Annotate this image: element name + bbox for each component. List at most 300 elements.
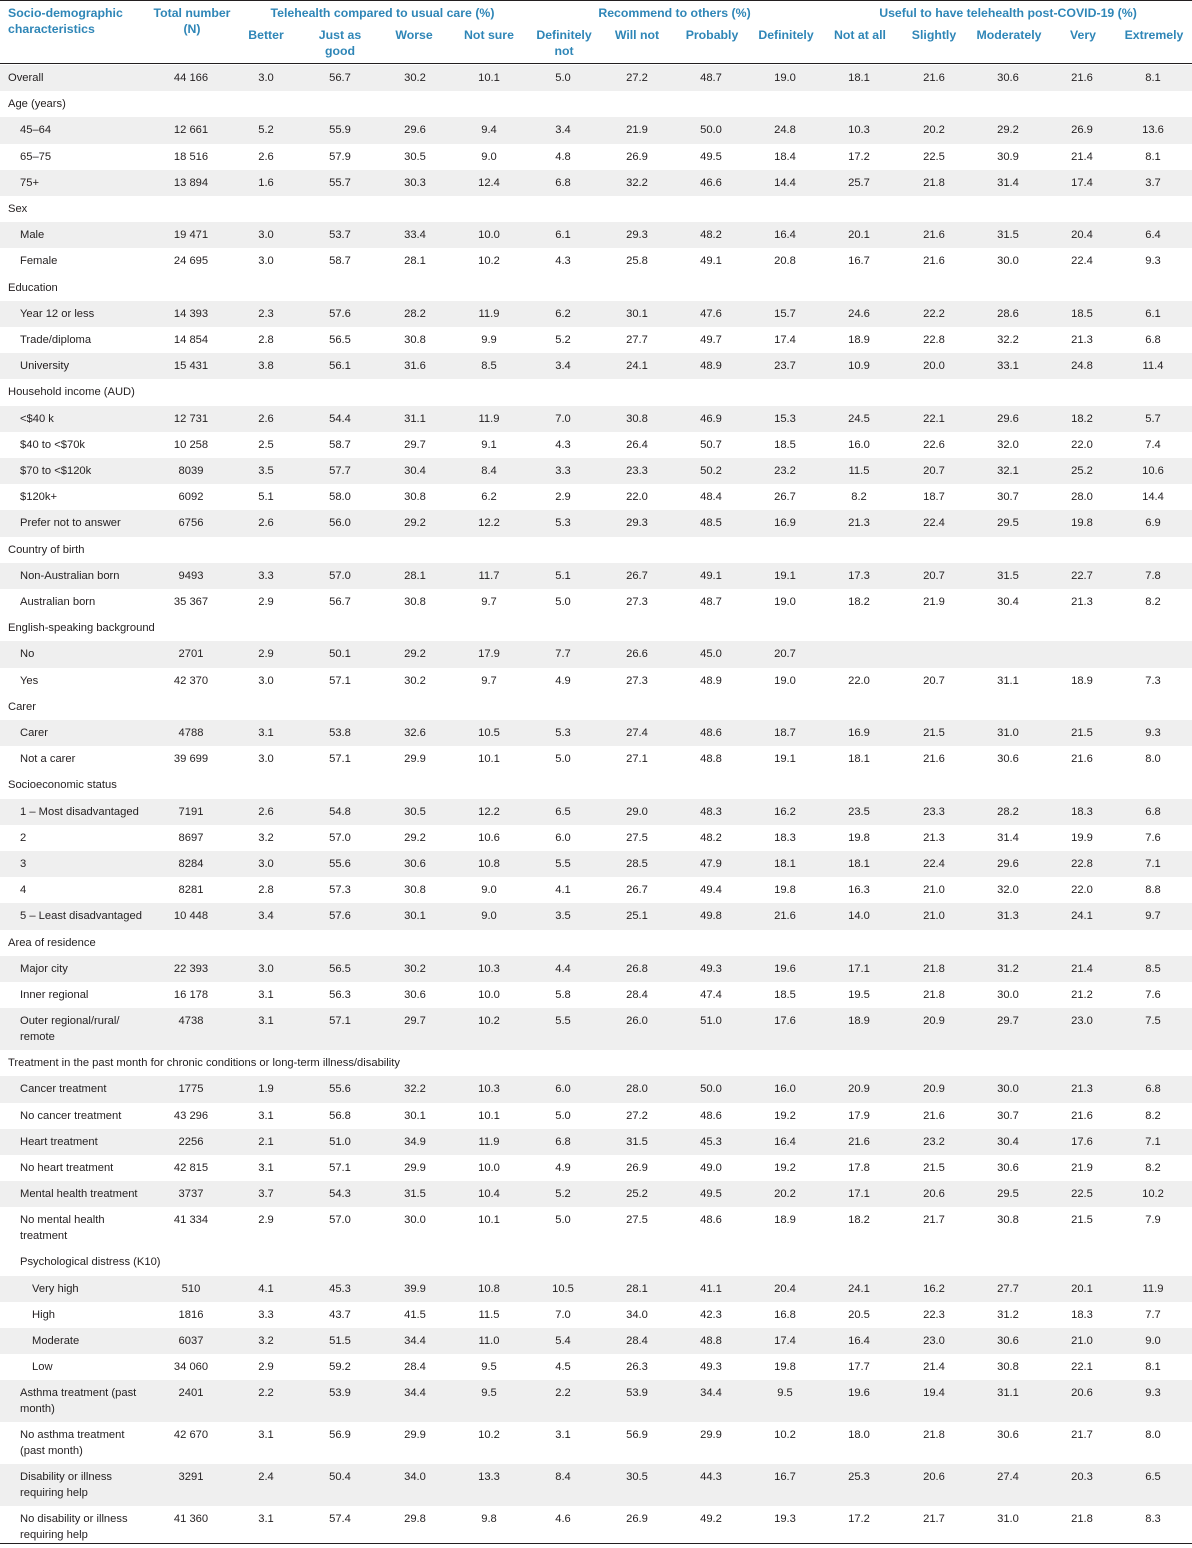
value-cell: 41.5 <box>404 1308 426 1321</box>
row-label: Carer <box>20 727 48 739</box>
value-cell: 28.1 <box>404 569 426 582</box>
value-cell: 2.2 <box>555 1387 571 1400</box>
value-cell: 47.9 <box>700 858 722 870</box>
col-header-definitely-not: Definitely not <box>536 28 592 58</box>
value-cell: 2.6 <box>258 150 274 163</box>
row-label: Not a carer <box>20 753 76 766</box>
section-label: Psychological distress (K10) <box>20 1256 161 1269</box>
row-label: Non-Australian born <box>20 569 120 582</box>
value-cell: 5.2 <box>258 124 274 137</box>
value-cell: 31.5 <box>997 569 1019 582</box>
value-cell: 19.0 <box>774 72 796 84</box>
value-cell: 2.9 <box>258 1361 274 1374</box>
value-cell: 10.2 <box>478 255 500 268</box>
value-cell: 34.4 <box>404 1335 426 1347</box>
value-cell: 30.7 <box>997 1109 1019 1122</box>
value-cell: 27.1 <box>626 753 648 766</box>
value-cell: 7.3 <box>1145 674 1161 687</box>
value-cell: 9.5 <box>481 1361 497 1374</box>
value-cell: 29.2 <box>997 124 1019 137</box>
value-cell: 20.1 <box>848 229 870 242</box>
value-cell: 50.7 <box>700 438 722 451</box>
total-cell: 22 393 <box>173 962 209 975</box>
value-cell: 10.4 <box>478 1188 500 1201</box>
value-cell: 32.0 <box>997 438 1019 451</box>
value-cell: 39.9 <box>404 1282 426 1295</box>
table-section-row <box>0 275 1192 301</box>
value-cell: 20.3 <box>1071 1471 1093 1484</box>
value-cell: 7.1 <box>1145 1135 1161 1148</box>
table-row <box>0 1129 1192 1155</box>
value-cell: 29.5 <box>997 1188 1019 1201</box>
total-cell: 14 393 <box>173 307 209 320</box>
value-cell: 8.4 <box>481 465 497 477</box>
value-cell: 16.7 <box>774 1471 796 1484</box>
value-cell: 19.0 <box>774 596 796 608</box>
value-cell: 47.4 <box>700 989 722 1001</box>
value-cell: 57.9 <box>329 150 351 163</box>
table-row <box>0 406 1192 432</box>
value-cell: 9.1 <box>481 438 497 451</box>
value-cell: 16.4 <box>774 229 796 242</box>
value-cell: 16.9 <box>848 727 870 739</box>
value-cell: 10.9 <box>848 360 870 373</box>
value-cell: 10.8 <box>478 1282 500 1295</box>
value-cell: 7.6 <box>1145 831 1161 844</box>
value-cell: 12.2 <box>478 805 500 818</box>
total-cell: 35 367 <box>173 596 209 608</box>
table-row <box>0 301 1192 327</box>
table-section-row <box>0 930 1192 956</box>
value-cell: 11.5 <box>478 1308 500 1321</box>
value-cell: 18.9 <box>848 1015 870 1028</box>
value-cell: 22.0 <box>626 491 648 504</box>
value-cell: 2.3 <box>258 307 274 320</box>
value-cell: 17.2 <box>848 1513 870 1526</box>
value-cell: 20.4 <box>1071 229 1093 242</box>
value-cell: 21.0 <box>923 884 945 897</box>
table-row <box>0 170 1192 196</box>
value-cell: 10.3 <box>848 124 870 137</box>
value-cell: 49.0 <box>700 1162 722 1174</box>
value-cell: 49.7 <box>700 334 722 346</box>
value-cell: 19.5 <box>848 989 870 1001</box>
row-label: 5 – Least disadvantaged <box>20 910 142 923</box>
value-cell: 6.8 <box>1145 805 1161 818</box>
total-cell: 16 178 <box>173 989 209 1001</box>
value-cell: 7.4 <box>1145 438 1161 451</box>
value-cell: 4.4 <box>555 962 571 975</box>
value-cell: 19.1 <box>774 569 796 582</box>
value-cell: 10.2 <box>774 1429 796 1442</box>
row-label: $70 to <$120k <box>20 465 92 477</box>
value-cell: 21.0 <box>1071 1335 1093 1347</box>
value-cell: 2.9 <box>258 596 274 608</box>
value-cell: 30.6 <box>997 753 1019 766</box>
group-header-useful: Useful to have telehealth post-COVID-19 (%) <box>879 6 1137 20</box>
value-cell: 21.8 <box>1071 1513 1093 1526</box>
row-label: Male <box>20 229 45 242</box>
value-cell: 30.5 <box>626 1471 648 1484</box>
row-label: Prefer not to answer <box>20 517 121 530</box>
value-cell: 46.6 <box>700 176 722 189</box>
value-cell: 29.8 <box>404 1513 426 1526</box>
value-cell: 10.0 <box>478 1162 500 1174</box>
value-cell: 28.4 <box>404 1361 426 1374</box>
row-label: 45–64 <box>20 124 52 137</box>
value-cell: 32.1 <box>997 465 1019 477</box>
value-cell: 30.8 <box>626 412 648 425</box>
value-cell: 18.9 <box>1071 674 1093 687</box>
value-cell: 53.8 <box>329 727 351 739</box>
value-cell: 21.7 <box>923 1513 945 1526</box>
value-cell: 22.1 <box>923 412 945 425</box>
value-cell: 30.0 <box>997 989 1019 1001</box>
value-cell: 31.5 <box>626 1135 648 1148</box>
value-cell: 30.6 <box>404 858 426 870</box>
value-cell: 7.6 <box>1145 989 1161 1001</box>
value-cell: 8.5 <box>481 360 497 373</box>
value-cell: 43.7 <box>329 1308 351 1321</box>
table-row <box>0 903 1192 929</box>
table-row <box>0 1380 1192 1422</box>
table-row <box>0 510 1192 536</box>
value-cell: 10.3 <box>478 962 500 975</box>
value-cell: 9.7 <box>1145 910 1161 923</box>
value-cell: 5.7 <box>1145 412 1161 425</box>
row-label: 4 <box>20 884 27 897</box>
value-cell: 55.9 <box>329 124 351 137</box>
value-cell: 23.5 <box>848 805 870 818</box>
value-cell: 21.3 <box>1071 334 1093 346</box>
value-cell: 16.4 <box>774 1135 796 1148</box>
value-cell: 30.1 <box>404 910 426 923</box>
col-header-slightly: Slightly <box>911 28 957 42</box>
total-cell: 42 815 <box>173 1162 209 1174</box>
value-cell: 9.7 <box>481 596 497 608</box>
value-cell: 3.1 <box>258 1429 274 1442</box>
row-label: No asthma treatment (past month) <box>20 1429 125 1458</box>
value-cell: 30.6 <box>997 1429 1019 1442</box>
table-row <box>0 1155 1192 1181</box>
value-cell: 57.1 <box>329 674 351 687</box>
value-cell: 57.4 <box>329 1513 351 1526</box>
value-cell: 24.1 <box>626 360 648 373</box>
value-cell: 57.3 <box>329 884 351 897</box>
value-cell: 33.4 <box>404 229 426 242</box>
value-cell: 6.8 <box>555 1135 571 1148</box>
value-cell: 13.3 <box>478 1471 500 1484</box>
value-cell: 3.0 <box>258 962 274 975</box>
value-cell: 29.9 <box>404 753 426 766</box>
value-cell: 57.1 <box>329 1015 351 1028</box>
value-cell: 19.2 <box>774 1109 796 1122</box>
value-cell: 29.0 <box>626 805 648 818</box>
value-cell: 11.7 <box>478 569 500 582</box>
section-label: Household income (AUD) <box>8 386 135 399</box>
value-cell: 29.7 <box>404 438 426 451</box>
value-cell: 18.7 <box>774 727 796 739</box>
table-row <box>0 1076 1192 1102</box>
value-cell: 18.7 <box>923 491 945 504</box>
value-cell: 57.7 <box>329 465 351 477</box>
col-header-not-sure: Not sure <box>464 28 514 42</box>
value-cell: 18.3 <box>1071 805 1093 818</box>
value-cell: 50.0 <box>700 1083 722 1096</box>
value-cell: 30.8 <box>404 491 426 504</box>
value-cell: 18.4 <box>774 150 796 163</box>
value-cell: 32.6 <box>404 727 426 739</box>
value-cell: 59.2 <box>329 1361 351 1374</box>
value-cell: 16.0 <box>774 1083 796 1096</box>
total-cell: 19 471 <box>173 229 209 242</box>
table-section-row <box>0 1249 1192 1275</box>
value-cell: 31.2 <box>997 1308 1019 1321</box>
value-cell: 49.5 <box>700 150 722 163</box>
value-cell: 6.1 <box>555 229 571 242</box>
value-cell: 51.5 <box>329 1335 351 1347</box>
value-cell: 8.2 <box>1145 1109 1161 1122</box>
row-label: $40 to <$70k <box>20 438 86 451</box>
value-cell: 28.4 <box>626 989 648 1001</box>
value-cell: 30.1 <box>626 307 648 320</box>
value-cell: 7.0 <box>555 412 571 425</box>
value-cell: 21.8 <box>923 962 945 975</box>
value-cell: 20.9 <box>923 1015 945 1028</box>
value-cell: 5.8 <box>555 989 571 1001</box>
value-cell: 30.6 <box>997 1162 1019 1174</box>
col-header-worse: Worse <box>395 28 433 42</box>
value-cell: 21.6 <box>848 1135 870 1148</box>
value-cell: 21.6 <box>1071 1109 1093 1122</box>
value-cell: 9.3 <box>1145 727 1161 739</box>
value-cell: 10.0 <box>478 229 500 242</box>
value-cell: 25.2 <box>626 1188 648 1201</box>
value-cell: 58.7 <box>329 255 351 268</box>
value-cell: 14.4 <box>774 176 796 189</box>
value-cell: 9.0 <box>481 884 497 897</box>
value-cell: 23.2 <box>923 1135 945 1148</box>
total-cell: 42 370 <box>173 674 209 687</box>
value-cell: 21.7 <box>923 1214 945 1227</box>
value-cell: 33.1 <box>997 360 1019 373</box>
value-cell: 3.1 <box>258 1162 274 1174</box>
value-cell: 6.2 <box>555 307 571 320</box>
value-cell: 30.8 <box>997 1214 1019 1227</box>
value-cell: 3.7 <box>258 1188 274 1201</box>
value-cell: 8.1 <box>1145 72 1161 84</box>
value-cell: 6.8 <box>1145 1083 1161 1096</box>
value-cell: 22.5 <box>1071 1188 1093 1201</box>
value-cell: 24.6 <box>848 307 870 320</box>
value-cell: 7.7 <box>1145 1308 1161 1321</box>
value-cell: 30.4 <box>997 596 1019 608</box>
table-row <box>0 1181 1192 1207</box>
total-cell: 15 431 <box>173 360 209 373</box>
value-cell: 48.6 <box>700 1214 722 1227</box>
value-cell: 21.4 <box>1071 962 1093 975</box>
value-cell: 5.3 <box>555 727 571 739</box>
value-cell: 3.0 <box>258 674 274 687</box>
total-cell: 1816 <box>178 1308 204 1321</box>
row-label: Inner regional <box>20 989 89 1001</box>
value-cell: 3.2 <box>258 831 274 844</box>
row-label: Year 12 or less <box>20 307 95 320</box>
value-cell: 49.1 <box>700 569 722 582</box>
value-cell: 6.9 <box>1145 517 1161 530</box>
value-cell: 18.1 <box>848 72 870 84</box>
row-label: 3 <box>20 858 27 870</box>
value-cell: 18.5 <box>1071 307 1093 320</box>
row-label: Major city <box>20 962 68 975</box>
value-cell: 8.0 <box>1145 753 1161 766</box>
value-cell: 22.5 <box>923 150 945 163</box>
value-cell: 3.5 <box>555 910 571 923</box>
value-cell: 3.0 <box>258 858 274 870</box>
value-cell: 11.9 <box>478 1135 500 1148</box>
value-cell: 10.6 <box>478 831 500 844</box>
value-cell: 21.4 <box>923 1361 945 1374</box>
value-cell: 56.5 <box>329 334 351 346</box>
value-cell: 21.6 <box>923 753 945 766</box>
value-cell: 21.3 <box>1071 596 1093 608</box>
total-cell: 24 695 <box>173 255 209 268</box>
value-cell: 8.2 <box>851 491 867 504</box>
value-cell: 17.1 <box>848 1188 870 1201</box>
value-cell: 27.5 <box>626 1214 648 1227</box>
value-cell: 4.3 <box>555 438 571 451</box>
value-cell: 6.4 <box>1145 229 1161 242</box>
value-cell: 48.7 <box>700 72 722 84</box>
value-cell: 17.4 <box>1071 176 1093 189</box>
value-cell: 49.4 <box>700 884 722 897</box>
value-cell: 4.9 <box>555 1162 571 1174</box>
row-label: Low <box>32 1361 53 1374</box>
table-row <box>0 746 1192 772</box>
value-cell: 3.1 <box>258 727 274 739</box>
value-cell: 22.0 <box>1071 884 1093 897</box>
total-cell: 42 670 <box>173 1429 209 1442</box>
table-section-row <box>0 615 1192 641</box>
col-header-moderately: Moderately <box>976 28 1042 42</box>
table-row <box>0 327 1192 353</box>
value-cell: 8.3 <box>1145 1513 1161 1526</box>
value-cell: 22.8 <box>923 334 945 346</box>
value-cell: 21.6 <box>923 1109 945 1122</box>
value-cell: 20.1 <box>1071 1282 1093 1295</box>
section-label: Carer <box>8 700 36 713</box>
value-cell: 14.0 <box>848 910 870 923</box>
value-cell: 8.2 <box>1145 1162 1161 1174</box>
col-header-definitely: Definitely <box>758 28 814 42</box>
value-cell: 49.5 <box>700 1188 722 1201</box>
value-cell: 16.2 <box>923 1282 945 1295</box>
value-cell: 18.9 <box>774 1214 796 1227</box>
value-cell: 7.7 <box>555 648 571 661</box>
value-cell: 26.6 <box>626 648 648 661</box>
value-cell: 57.6 <box>329 307 351 320</box>
value-cell: 22.0 <box>848 674 870 687</box>
value-cell: 30.8 <box>404 884 426 897</box>
value-cell: 30.0 <box>997 255 1019 268</box>
value-cell: 5.1 <box>555 569 571 582</box>
value-cell: 24.8 <box>774 124 796 137</box>
value-cell: 29.3 <box>626 517 648 530</box>
value-cell: 17.1 <box>848 962 870 975</box>
value-cell: 45.0 <box>700 648 722 661</box>
value-cell: 31.1 <box>997 1387 1019 1400</box>
value-cell: 29.2 <box>404 517 426 530</box>
value-cell: 10.1 <box>478 753 500 766</box>
table-row <box>0 956 1192 982</box>
value-cell: 9.8 <box>481 1513 497 1526</box>
value-cell: 29.6 <box>404 124 426 137</box>
table-row <box>0 1103 1192 1129</box>
value-cell: 6.0 <box>555 831 571 844</box>
value-cell: 9.9 <box>481 334 497 346</box>
value-cell: 20.7 <box>923 465 945 477</box>
value-cell: 48.2 <box>700 229 722 242</box>
value-cell: 10.1 <box>478 1109 500 1122</box>
value-cell: 1.6 <box>258 176 274 189</box>
total-cell: 10 448 <box>173 910 209 923</box>
value-cell: 55.7 <box>329 176 351 189</box>
value-cell: 16.8 <box>774 1308 796 1321</box>
value-cell: 58.7 <box>329 438 351 451</box>
total-cell: 39 699 <box>173 753 209 766</box>
col-header-probably: Probably <box>685 28 739 42</box>
value-cell: 10.2 <box>478 1429 500 1442</box>
row-label: Outer regional/rural/ remote <box>20 1015 120 1044</box>
value-cell: 48.9 <box>700 360 722 373</box>
value-cell: 18.9 <box>848 334 870 346</box>
value-cell: 6.5 <box>555 805 571 818</box>
value-cell: 32.2 <box>404 1083 426 1096</box>
value-cell: 26.7 <box>774 491 796 504</box>
value-cell: 8.1 <box>1145 1361 1161 1374</box>
value-cell: 3.1 <box>258 989 274 1001</box>
value-cell: 30.8 <box>997 1361 1019 1374</box>
value-cell: 30.9 <box>997 150 1019 163</box>
value-cell: 21.9 <box>1071 1162 1093 1174</box>
value-cell: 8.8 <box>1145 884 1161 897</box>
row-label: Asthma treatment (past month) <box>20 1387 137 1416</box>
value-cell: 23.2 <box>774 465 796 477</box>
value-cell: 19.8 <box>774 1361 796 1374</box>
value-cell: 20.0 <box>923 360 945 373</box>
total-cell: 12 731 <box>173 412 209 425</box>
value-cell: 20.9 <box>848 1083 870 1096</box>
value-cell: 46.9 <box>700 412 722 425</box>
total-cell: 6092 <box>178 491 204 504</box>
table-row <box>0 1207 1192 1249</box>
value-cell: 22.3 <box>923 1308 945 1321</box>
value-cell: 18.5 <box>774 989 796 1001</box>
value-cell: 28.5 <box>626 858 648 870</box>
total-cell: 8284 <box>178 858 204 870</box>
value-cell: 17.7 <box>848 1361 870 1374</box>
value-cell: 34.0 <box>404 1471 426 1484</box>
value-cell: 57.1 <box>329 753 351 766</box>
value-cell: 3.0 <box>258 753 274 766</box>
table-row <box>0 589 1192 615</box>
total-cell: 8281 <box>178 884 204 897</box>
value-cell: 22.8 <box>1071 858 1093 870</box>
value-cell: 45.3 <box>329 1282 351 1295</box>
value-cell: 25.3 <box>848 1471 870 1484</box>
row-label: $120k+ <box>20 491 58 504</box>
value-cell: 6.8 <box>555 176 571 189</box>
